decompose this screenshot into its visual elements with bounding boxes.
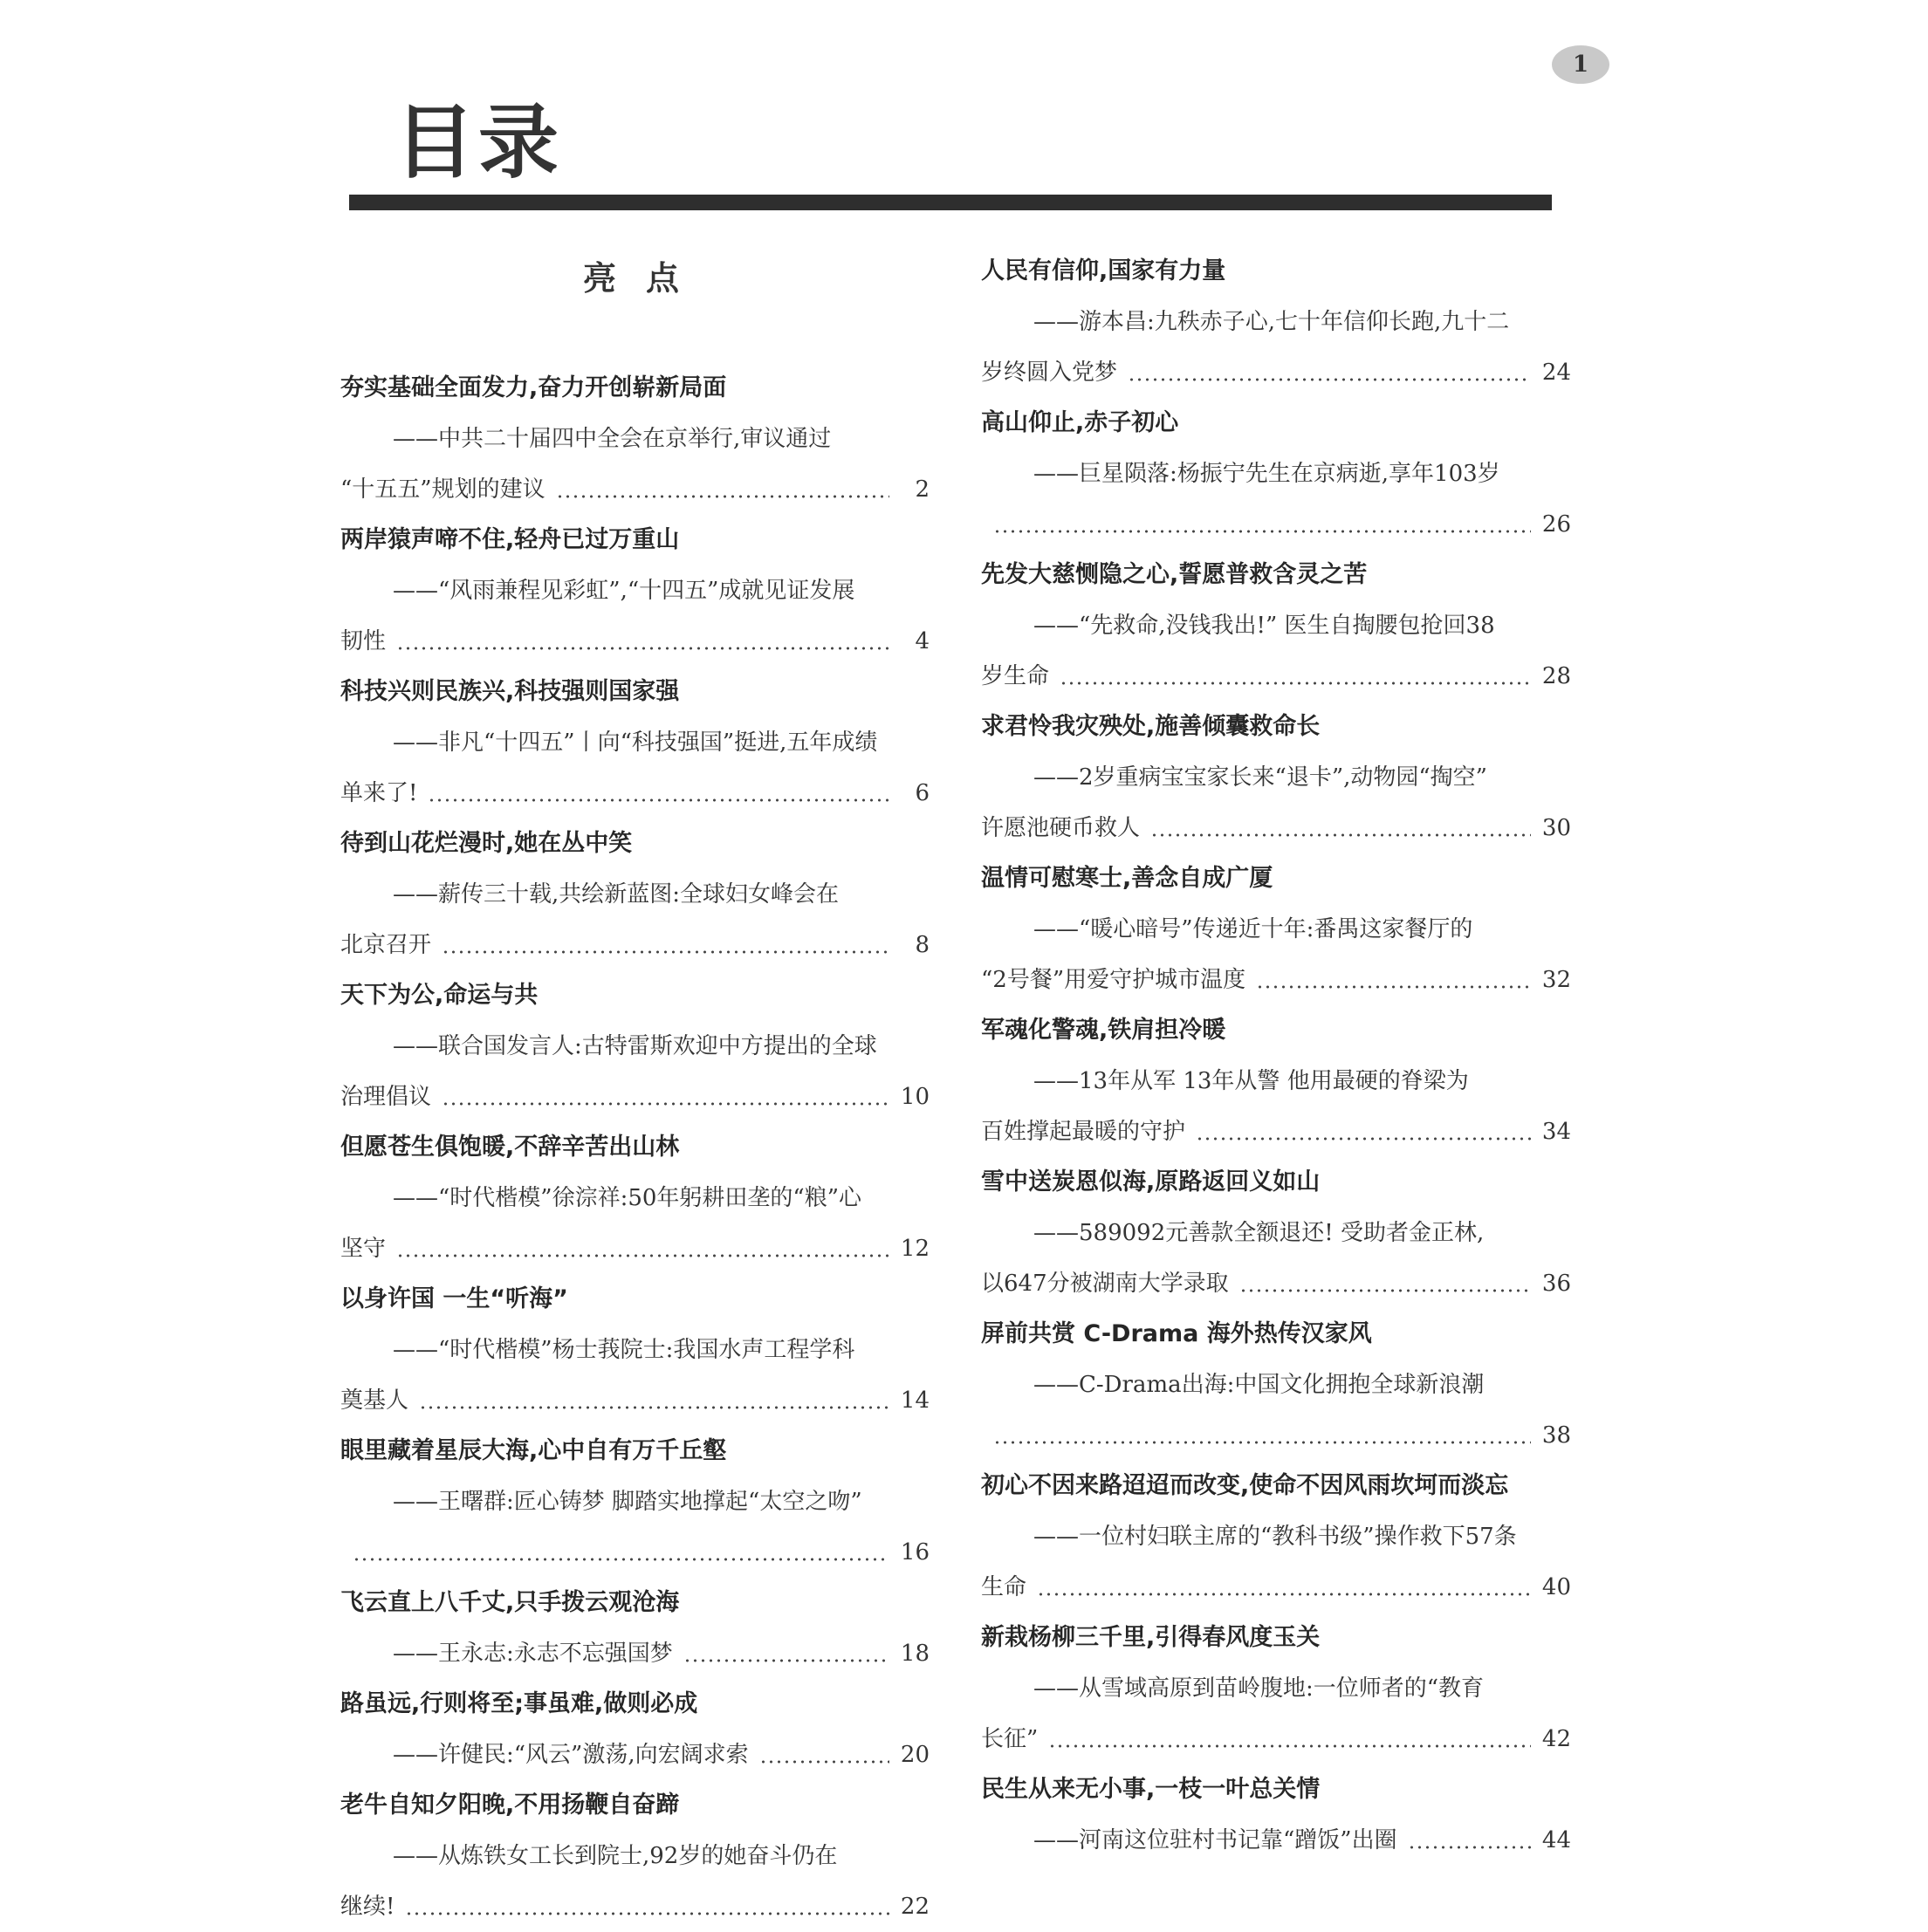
dot-leader — [759, 1760, 889, 1764]
toc-entry-subtitle: ——一位村妇联主席的“教科书级”操作救下57条 — [1033, 1524, 1517, 1550]
toc-entry-page: 44 — [1541, 1827, 1571, 1853]
dot-leader — [442, 950, 889, 954]
toc-entry-subtitle: ——中共二十届四中全会在京举行,审议通过 — [393, 426, 832, 452]
toc-entry-title: 科技兴则民族兴,科技强则国家强 — [340, 678, 680, 705]
toc-entry[interactable] — [981, 702, 1571, 853]
toc-entry-page: 6 — [915, 780, 930, 806]
toc-entry-continuation: 坚守 — [340, 1236, 387, 1262]
toc-entry[interactable] — [340, 1780, 930, 1932]
page-number-badge — [1552, 45, 1609, 84]
toc-entry[interactable] — [981, 853, 1571, 1005]
dot-leader — [1408, 1846, 1531, 1849]
toc-entry[interactable] — [981, 1613, 1571, 1764]
toc-entry-continuation: 百姓撑起最暖的守护 — [981, 1119, 1186, 1145]
toc-entry[interactable] — [981, 1309, 1571, 1461]
toc-entry[interactable] — [981, 550, 1571, 702]
toc-entry-continuation: 以647分被湖南大学录取 — [981, 1271, 1229, 1297]
toc-entry-title: 眼里藏着星辰大海,心中自有万千丘壑 — [340, 1437, 727, 1464]
dot-leader — [1239, 1289, 1531, 1292]
toc-entry[interactable] — [340, 1426, 930, 1578]
dot-leader — [396, 647, 889, 650]
toc-entry-subtitle: ——“时代楷模”杨士莪院士:我国水声工程学科 — [393, 1337, 855, 1363]
toc-entry-page: 38 — [1541, 1422, 1571, 1449]
dot-leader — [993, 1441, 1531, 1444]
dot-leader — [353, 1558, 889, 1561]
toc-entry-subtitle: ——“风雨兼程见彩虹”,“十四五”成就见证发展 — [393, 578, 855, 604]
toc-entry-continuation: 许愿池硬币救人 — [981, 815, 1141, 841]
toc-entry-title: 天下为公,命运与共 — [340, 982, 539, 1009]
dot-leader — [1037, 1593, 1531, 1596]
toc-entry[interactable] — [340, 1274, 930, 1426]
toc-entry-continuation: 奠基人 — [340, 1387, 409, 1414]
dot-leader — [1128, 378, 1531, 381]
toc-entry-continuation: “2号餐”用爱守护城市温度 — [981, 967, 1246, 993]
toc-entry[interactable] — [981, 1461, 1571, 1613]
dot-leader — [419, 1406, 889, 1409]
toc-entry-page: 42 — [1541, 1726, 1571, 1752]
toc-entry[interactable] — [340, 819, 930, 970]
toc-entry-page: 18 — [900, 1641, 930, 1667]
toc-entry-title: 民生从来无小事,一枝一叶总关情 — [981, 1776, 1321, 1803]
toc-entry-page: 24 — [1541, 360, 1571, 386]
toc-entry-subtitle: ——“时代楷模”徐淙祥:50年躬耕田垄的“粮”心 — [393, 1185, 862, 1211]
toc-entry-page: 30 — [1541, 815, 1571, 841]
toc-entry[interactable] — [340, 515, 930, 667]
toc-entry-subtitle: ——从雪域高原到苗岭腹地:一位师者的“教育 — [1033, 1675, 1485, 1702]
toc-entry-subtitle: ——王曙群:匠心铸梦 脚踏实地撑起“太空之吻” — [393, 1489, 862, 1515]
toc-entry-page: 4 — [915, 628, 930, 654]
toc-entry[interactable] — [981, 1764, 1571, 1866]
toc-right-column — [981, 246, 1571, 1866]
toc-entry-title: 军魂化警魂,铁肩担冷暖 — [981, 1017, 1226, 1044]
toc-entry-subtitle: ——许健民:“风云”激荡,向宏阔求索 — [393, 1742, 749, 1768]
toc-entry-title: 以身许国 一生“听海” — [340, 1285, 568, 1312]
toc-entry-page: 8 — [915, 932, 930, 958]
dot-leader — [1196, 1137, 1531, 1141]
toc-entry-page: 34 — [1541, 1119, 1571, 1145]
toc-entry-subtitle: ——从炼铁女工长到院士,92岁的她奋斗仍在 — [393, 1843, 838, 1869]
toc-entry-continuation: 继续! — [340, 1894, 395, 1920]
page-number: 1 — [1572, 51, 1589, 78]
title-underline — [349, 195, 1552, 210]
toc-entry-continuation: 单来了! — [340, 780, 418, 806]
toc-entry-subtitle: ——“先救命,没钱我出!” 医生自掏腰包抢回38 — [1033, 613, 1495, 639]
toc-entry-subtitle: ——联合国发言人:古特雷斯欢迎中方提出的全球 — [393, 1033, 877, 1059]
toc-entry[interactable] — [340, 1122, 930, 1274]
toc-entry-subtitle: ——游本昌:九秩赤子心,七十年信仰长跑,九十二 — [1033, 309, 1510, 335]
toc-entry-title: 雪中送炭恩似海,原路返回义如山 — [981, 1168, 1321, 1196]
dot-leader — [1048, 1744, 1531, 1748]
dot-leader — [993, 530, 1531, 533]
toc-entry-page: 40 — [1541, 1574, 1571, 1600]
toc-entry-title: 初心不因来路迢迢而改变,使命不因风雨坎坷而淡忘 — [981, 1472, 1509, 1499]
toc-entry[interactable] — [340, 1578, 930, 1679]
toc-entry-page: 36 — [1541, 1271, 1571, 1297]
toc-entry-title: 新栽杨柳三千里,引得春风度玉关 — [981, 1624, 1321, 1651]
toc-entry-title: 夯实基础全面发力,奋力开创崭新局面 — [340, 374, 727, 401]
toc-entry-page: 14 — [900, 1387, 930, 1414]
toc-entry-subtitle: ——2岁重病宝宝家长来“退卡”,动物园“掏空” — [1033, 764, 1487, 791]
dot-leader — [405, 1912, 889, 1915]
toc-entry-continuation: 治理倡议 — [340, 1084, 432, 1110]
toc-entry-title: 温情可慰寒士,善念自成广厦 — [981, 865, 1273, 892]
toc-entry-continuation: 岁终圆入党梦 — [981, 360, 1118, 386]
section-heading: 亮点 — [583, 259, 710, 298]
toc-entry-title: 人民有信仰,国家有力量 — [981, 257, 1226, 284]
toc-entry-continuation: 生命 — [981, 1574, 1027, 1600]
toc-entry-title: 路虽远,行则将至;事虽难,做则必成 — [340, 1690, 698, 1717]
toc-entry-page: 2 — [915, 476, 930, 503]
toc-entry-continuation: 长征” — [981, 1726, 1039, 1752]
toc-entry-page: 16 — [900, 1539, 930, 1565]
toc-entry-page: 28 — [1541, 663, 1571, 689]
toc-entry-page: 12 — [900, 1236, 930, 1262]
toc-entry-subtitle: ——589092元善款全额退还! 受助者金正林, — [1033, 1220, 1485, 1246]
toc-entry[interactable] — [340, 970, 930, 1122]
dot-leader — [1150, 833, 1531, 837]
dot-leader — [442, 1102, 889, 1106]
dot-leader — [1060, 682, 1531, 685]
toc-entry-subtitle: ——C-Drama出海:中国文化拥抱全球新浪潮 — [1033, 1372, 1485, 1398]
page-title: 目录 — [395, 96, 563, 189]
toc-entry-subtitle: ——“暖心暗号”传递近十年:番禺这家餐厅的 — [1033, 916, 1473, 942]
toc-entry-subtitle: ——非凡“十四五”丨向“科技强国”挺进,五年成绩 — [393, 730, 878, 756]
toc-entry-page: 26 — [1541, 511, 1571, 538]
toc-entry-title: 高山仰止,赤子初心 — [981, 409, 1179, 436]
toc-entry-continuation: 北京召开 — [340, 932, 432, 958]
toc-entry-title: 求君怜我灾殃处,施善倾囊救命长 — [981, 713, 1321, 740]
toc-entry-page: 22 — [900, 1894, 930, 1920]
toc-entry[interactable] — [981, 246, 1571, 398]
toc-entry-title: 老牛自知夕阳晚,不用扬鞭自奋蹄 — [340, 1792, 680, 1819]
toc-entry-subtitle: ——河南这位驻村书记靠“蹭饭”出圈 — [1033, 1827, 1397, 1853]
toc-entry-subtitle: ——薪传三十载,共绘新蓝图:全球妇女峰会在 — [393, 881, 840, 908]
toc-entry-page: 32 — [1541, 967, 1571, 993]
toc-entry[interactable] — [340, 1679, 930, 1780]
toc-entry-continuation: 岁生命 — [981, 663, 1050, 689]
toc-left-column — [340, 363, 930, 1932]
dot-leader — [1256, 985, 1531, 989]
toc-entry-title: 屏前共赏 C-Drama 海外热传汉家风 — [981, 1320, 1372, 1347]
toc-entry-title: 待到山花烂漫时,她在丛中笑 — [340, 830, 633, 857]
dot-leader — [683, 1659, 889, 1662]
toc-entry[interactable] — [981, 1005, 1571, 1157]
dot-leader — [396, 1254, 889, 1257]
toc-entry[interactable] — [340, 363, 930, 515]
toc-entry[interactable] — [981, 1157, 1571, 1309]
toc-entry[interactable] — [981, 398, 1571, 550]
toc-entry-title: 但愿苍生俱饱暖,不辞辛苦出山林 — [340, 1134, 680, 1161]
toc-entry[interactable] — [340, 667, 930, 819]
toc-entry-continuation: “十五五”规划的建议 — [340, 476, 545, 503]
toc-entry-page: 10 — [900, 1084, 930, 1110]
dot-leader — [428, 798, 889, 802]
toc-entry-subtitle: ——巨星陨落:杨振宁先生在京病逝,享年103岁 — [1033, 461, 1500, 487]
toc-entry-subtitle: ——13年从军 13年从警 他用最硬的脊梁为 — [1033, 1068, 1469, 1094]
toc-entry-continuation: 韧性 — [340, 628, 387, 654]
dot-leader — [556, 495, 889, 498]
toc-entry-title: 飞云直上八千丈,只手拨云观沧海 — [340, 1589, 680, 1616]
toc-entry-title: 两岸猿声啼不住,轻舟已过万重山 — [340, 526, 680, 553]
toc-entry-title: 先发大慈恻隐之心,誓愿普救含灵之苦 — [981, 561, 1368, 588]
toc-entry-subtitle: ——王永志:永志不忘强国梦 — [393, 1641, 673, 1667]
toc-entry-page: 20 — [900, 1742, 930, 1768]
